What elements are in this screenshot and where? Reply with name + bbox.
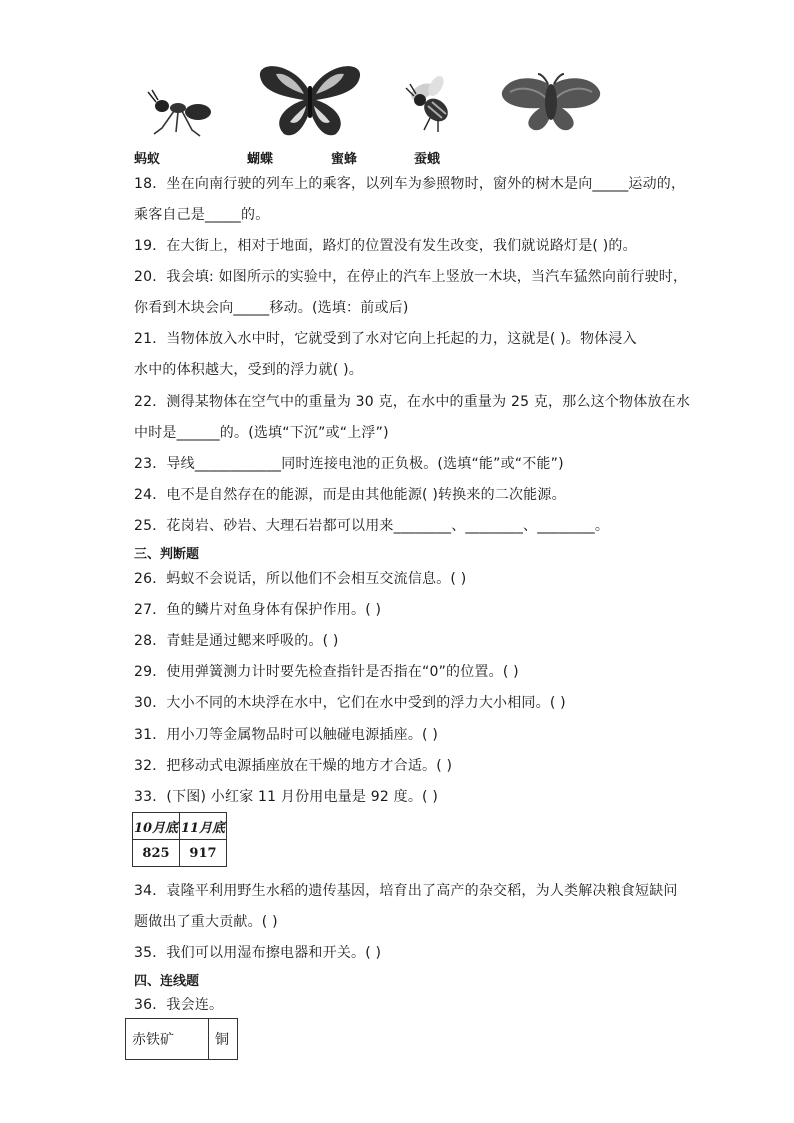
question-34: 34．袁隆平利用野生水稻的遗传基因，培育出了高产的杂交稻，为人类解决粮食短缺问 [134,883,678,899]
ant-icon [140,88,220,140]
question-30: 30．大小不同的木块浮在水中，它们在水中受到的浮力大小相同。( ) [134,695,566,711]
match-right-item[interactable]: 铜 [209,1019,238,1060]
moth-label: 蚕蛾 [414,152,441,167]
question-21-cont: 水中的体积越大，受到的浮力就( )。 [134,362,363,378]
question-22-cont: 中时是______的。(选填“下沉”或“上浮”) [134,425,389,441]
question-33: 33．(下图) 小红家 11 月份用电量是 92 度。( ) [134,789,438,805]
question-25: 25．花岗岩、砂岩、大理石岩都可以用来________、________、________。 [134,518,610,534]
ant-label: 蚂蚁 [134,152,161,167]
question-23: 23．导线____________同时连接电池的正负极。(选填“能”或“不能”) [134,456,564,472]
question-20-cont: 你看到木块会向_____移动。(选填：前或后) [134,300,409,316]
section-3-title: 三、判断题 [134,547,200,562]
question-20: 20．我会填: 如图所示的实验中，在停止的汽车上竖放一木块，当汽车猛然向前行驶时， [134,269,688,285]
question-18-cont: 乘客自己是_____的。 [134,207,270,223]
meter-value-oct: 825 [133,840,180,867]
question-28: 28．青蛙是通过鳃来呼吸的。( ) [134,633,339,649]
meter-header-nov: 11月底 [180,813,227,840]
question-31: 31．用小刀等金属物品时可以触碰电源插座。( ) [134,727,438,743]
bee-icon [402,70,464,134]
question-24: 24．电不是自然存在的能源，而是由其他能源( )转换来的二次能源。 [134,487,566,503]
question-29: 29．使用弹簧测力计时要先检查指针是否指在“0”的位置。( ) [134,664,519,680]
meter-value-nov: 917 [180,840,227,867]
meter-header-oct: 10月底 [133,813,180,840]
butterfly-icon [254,62,366,140]
question-34-cont: 题做出了重大贡献。( ) [134,914,278,930]
question-36: 36．我会连。 [134,997,224,1013]
question-32: 32．把移动式电源插座放在干燥的地方才合适。( ) [134,758,453,774]
meter-reading-table [132,812,227,867]
question-18: 18．坐在向南行驶的列车上的乘客，以列车为参照物时，窗外的树木是向_____运动的， [134,176,686,192]
matching-table [125,1018,238,1060]
butterfly-label: 蝴蝶 [247,152,274,167]
question-27: 27．鱼的鳞片对鱼身体有保护作用。( ) [134,602,382,618]
section-4-title: 四、连线题 [134,974,200,989]
question-22: 22．测得某物体在空气中的重量为 30 克，在水中的重量为 25 克，那么这个物体放在水 [134,394,691,410]
bee-label: 蜜蜂 [331,152,358,167]
question-26: 26．蚂蚁不会说话，所以他们不会相互交流信息。( ) [134,571,467,587]
moth-icon [500,68,602,134]
question-35: 35．我们可以用湿布擦电器和开关。( ) [134,945,382,961]
match-left-item[interactable]: 赤铁矿 [126,1019,209,1060]
question-19: 19．在大街上，相对于地面，路灯的位置没有发生改变，我们就说路灯是( )的。 [134,238,637,254]
question-21: 21．当物体放入水中时，它就受到了水对它向上托起的力，这就是( )。物体浸入 [134,331,637,347]
